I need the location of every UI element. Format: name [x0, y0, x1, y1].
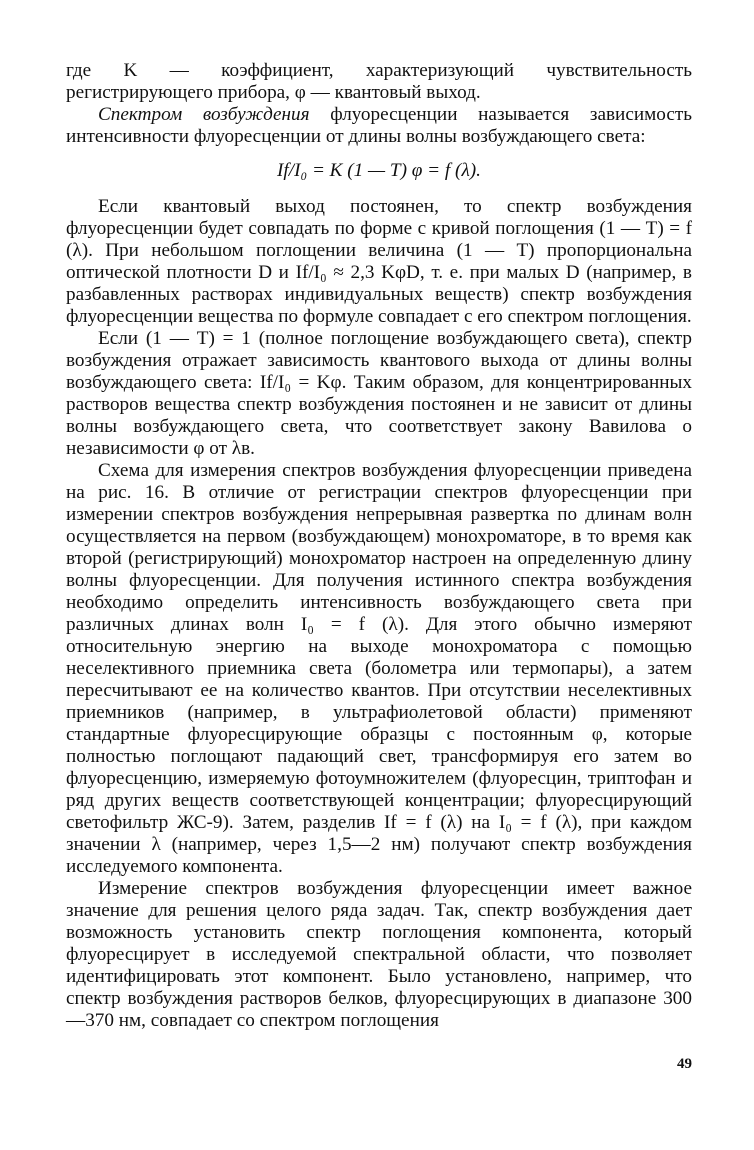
- paragraph-3: Если квантовый выход постоянен, то спектр возбуждения флуоресценции будет совпадать по форме с кривой поглощения (1 — T) = f (λ). При небольшом поглощении величина (1 — T) пропорциональна оптической плотности D и If/I₀ ≈ 2,3 KφD, т. е. при малых D (например, в разбавленных растворах индивидуальных веществ) спектр возбуждения флуоресценции вещества по формуле совпадает с его спектром поглощения.: [66, 196, 692, 327]
- page-number: 49: [677, 1056, 692, 1072]
- formula: If/I₀ = K (1 — T) φ = f (λ).: [277, 160, 481, 181]
- paragraph-2: [66, 104, 692, 148]
- paragraph-6: Измерение спектров возбуждения флуоресценции имеет важное значение для решения целого ряда задач. Так, спектр возбуждения дает возможность установить спектр поглощения компонента, который флуоресцирует в исследуемой спектральной области, что позволяет идентифицировать этот компонент. Было установлено, например, что спектр возбуждения растворов белков, флуоресцирующих в диапазоне 300—370 нм, совпадает со спектром поглощения: [66, 878, 692, 1031]
- term-excitation-spectrum: Спектром возбуждения: [98, 104, 310, 125]
- paragraph-2-rest: флуоресценции называется зависимость интенсивности флуоресценции от длины волны возбуждающего света:: [66, 104, 692, 147]
- paragraph-5: Схема для измерения спектров возбуждения флуоресценции приведена на рис. 16. В отличие от регистрации спектров флуоресценции при измерении спектров возбуждения непрерывная развертка по длинам волн осуществляется на первом (возбуждающем) монохроматоре, в то время как второй (регистрирующий) монохроматор настроен на определенную длину волны флуоресценции. Для получения истинного спектра возбуждения необходимо определить интенсивность возбуждающего света при различных длинах волн I₀ = f (λ). Для этого обычно измеряют относительную энергию на выходе монохроматора с помощью неселективного приемника света (болометра или термопары), а затем пересчитывают ее на количество квантов. При отсутствии неселективных приемников (например, в ультрафиолетовой области) применяют стандартные флуоресцирующие образцы с постоянным φ, которые полностью поглощают падающий свет, трансформируя его затем во флуоресценцию, измеряемую фотоумножителем (флуоресцин, триптофан и ряд других веществ соответствующей концентрации; флуоресцирующий светофильтр ЖС-9). Затем, разделив If = f (λ) на I₀ = f (λ), при каждом значении λ (например, через 1,5—2 нм) получают спектр возбуждения исследуемого компонента.: [66, 460, 692, 877]
- paragraph-4: Если (1 — T) = 1 (полное поглощение возбуждающего света), спектр возбуждения отражает зависимость квантового выхода от длины волны возбуждающего света: If/I₀ = Kφ. Таким образом, для концентрированных растворов вещества спектр возбуждения постоянен и не зависит от длины волны возбуждающего света, что соответствует закону Вавилова о независимости φ от λв.: [66, 328, 692, 459]
- paragraph-1: где K — коэффициент, характеризующий чувствительность регистрирующего прибора, φ — квантовый выход.: [66, 60, 692, 103]
- page-body: [66, 60, 692, 1032]
